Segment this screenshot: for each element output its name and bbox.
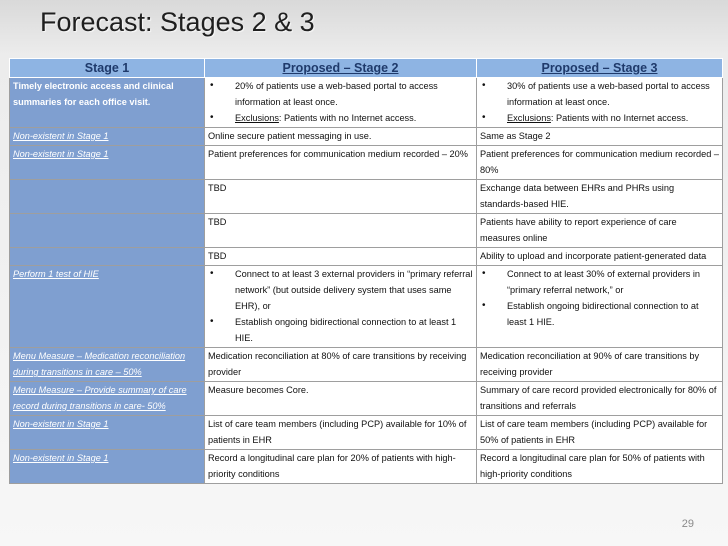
stage3-cell: Record a longitudinal care plan for 50% of patients with high-priority conditions [477, 450, 723, 484]
stage3-cell: Summary of care record provided electronically for 80% of transitions and referrals [477, 382, 723, 416]
stage1-cell: Menu Measure – Medication reconciliation during transitions in care – 50% [10, 348, 205, 382]
list-item: • Connect to at least 3 external providers in “primary referral network” (but outside delivery system that uses same EHR), or [208, 266, 473, 314]
stage2-cell: TBD [205, 248, 477, 266]
stage3-cell: Medication reconciliation at 90% of care transitions by receiving provider [477, 348, 723, 382]
table-header-row [10, 59, 723, 78]
header-stage-1: Stage 1 [10, 59, 205, 78]
stage1-cell: Timely electronic access and clinical summaries for each office visit. [10, 78, 205, 128]
stage2-cell: Medication reconciliation at 80% of care transitions by receiving provider [205, 348, 477, 382]
stage2-cell: Online secure patient messaging in use. [205, 128, 477, 146]
stage3-cell: List of care team members (including PCP) available for 50% of patients in EHR [477, 416, 723, 450]
list-item: • Exclusions: Patients with no Internet access. [480, 110, 719, 126]
list-item: • 20% of patients use a web-based portal to access information at least once. [208, 78, 473, 110]
stage1-cell: Non-existent in Stage 1 [10, 128, 205, 146]
stage3-cell [477, 266, 723, 348]
stage1-cell: Non-existent in Stage 1 [10, 450, 205, 484]
stage3-cell: Same as Stage 2 [477, 128, 723, 146]
table-row [10, 180, 723, 214]
table-row [10, 146, 723, 180]
page-number: 29 [681, 518, 694, 530]
header-proposed-stage-3: Proposed – Stage 3 [477, 59, 723, 78]
stage2-cell: Record a longitudinal care plan for 20% of patients with high-priority conditions [205, 450, 477, 484]
stage3-cell: Exchange data between EHRs and PHRs using standards-based HIE. [477, 180, 723, 214]
table-row [10, 214, 723, 248]
slide-title: Forecast: Stages 2 & 3 [40, 7, 315, 37]
table-row [10, 266, 723, 348]
stage2-cell [205, 266, 477, 348]
table-row [10, 78, 723, 128]
table-row [10, 348, 723, 382]
stage2-cell: Patient preferences for communication medium recorded – 20% [205, 146, 477, 180]
stage3-cell: Ability to upload and incorporate patient-generated data [477, 248, 723, 266]
table-row [10, 416, 723, 450]
header-proposed-stage-2: Proposed – Stage 2 [205, 59, 477, 78]
list-item: • Connect to at least 30% of external providers in “primary referral network,” or [480, 266, 719, 298]
stage2-cell: List of care team members (including PCP) available for 10% of patients in EHR [205, 416, 477, 450]
list-item: • Establish ongoing bidirectional connection to at least 1 HIE. [208, 314, 473, 346]
stage3-cell: Patients have ability to report experience of care measures online [477, 214, 723, 248]
stage1-cell: Perform 1 test of HIE [10, 266, 205, 348]
list-item: • Establish ongoing bidirectional connection to at least 1 HIE. [480, 298, 719, 330]
stage2-cell: Measure becomes Core. [205, 382, 477, 416]
table-row [10, 248, 723, 266]
stage1-cell: Non-existent in Stage 1 [10, 416, 205, 450]
stage1-cell [10, 248, 205, 266]
stage1-cell: Non-existent in Stage 1 [10, 146, 205, 180]
list-item: • Exclusions: Patients with no Internet access. [208, 110, 473, 126]
stage3-cell: Patient preferences for communication medium recorded – 80% [477, 146, 723, 180]
stage2-cell: TBD [205, 214, 477, 248]
stage3-cell [477, 78, 723, 128]
stage1-cell [10, 214, 205, 248]
stage2-cell [205, 78, 477, 128]
forecast-table [9, 58, 723, 484]
stage1-cell: Menu Measure – Provide summary of care record during transitions in care- 50% [10, 382, 205, 416]
list-item: • 30% of patients use a web-based portal to access information at least once. [480, 78, 719, 110]
stage2-cell: TBD [205, 180, 477, 214]
stage1-cell [10, 180, 205, 214]
table-row [10, 450, 723, 484]
table-row [10, 382, 723, 416]
table-row [10, 128, 723, 146]
